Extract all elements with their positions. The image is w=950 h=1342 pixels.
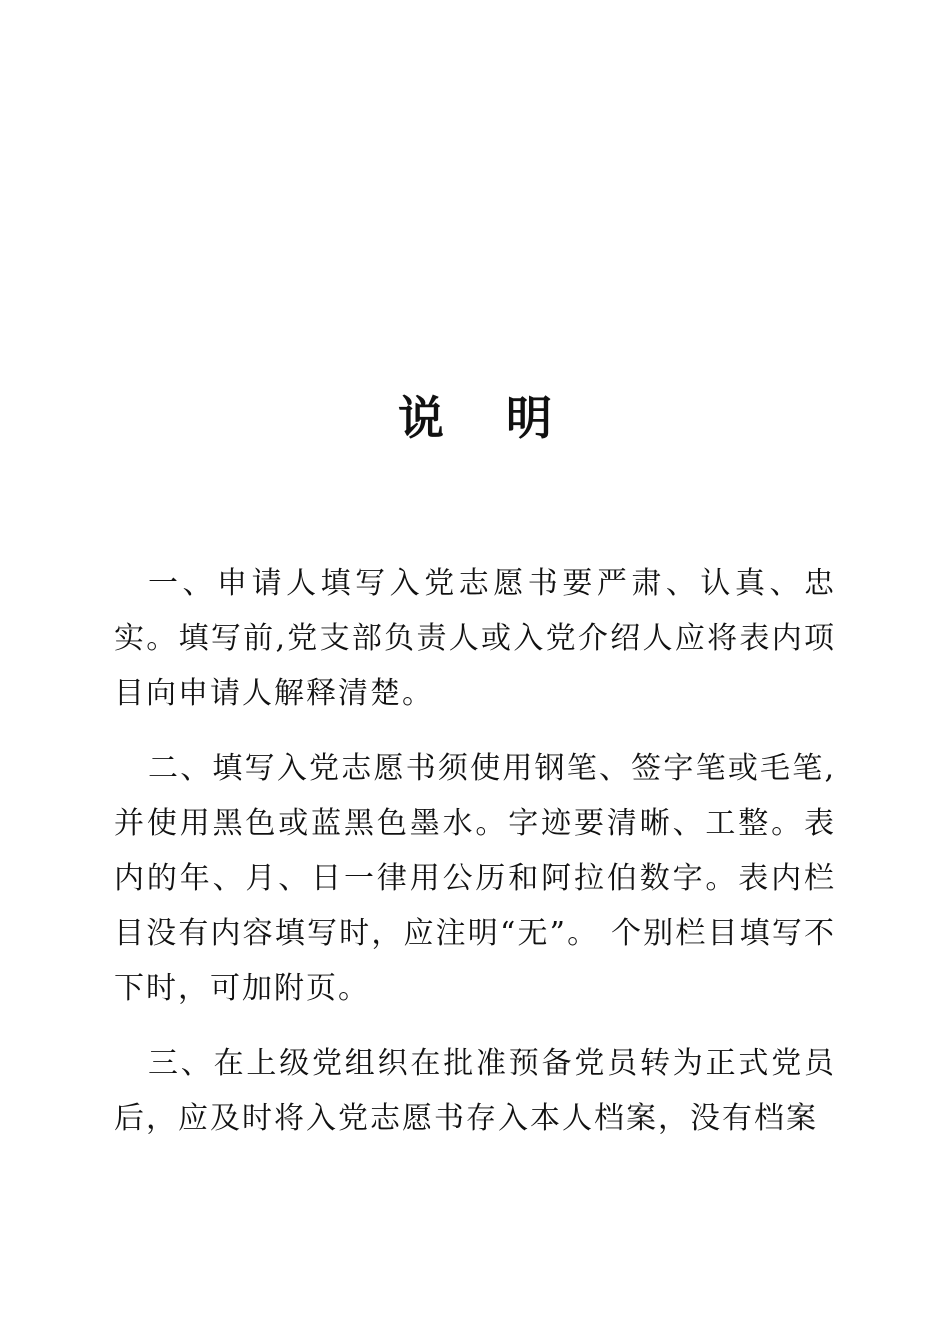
- paragraph-3: 三、在上级党组织在批准预备党员转为正式党员后，应及时将入党志愿书存入本人档案，没有档案: [114, 1046, 836, 1136]
- paragraph-1: 一、申请人填写入党志愿书要严肃、认真、忠实。填写前,党支部负责人或入党介绍人应将表内项目向申请人解释清楚。: [114, 566, 836, 711]
- document-body: [114, 556, 836, 1166]
- page-title: 说明: [398, 391, 614, 445]
- paragraph-2: 二、填写入党志愿书须使用钢笔、签字笔或毛笔,并使用黑色或蓝黑色墨水。字迹要清晰、工整。表内的年、月、日一律用公历和阿拉伯数字。表内栏目没有内容填写时，应注明“无”。 个别栏目填写不下时，可加附页。: [114, 751, 836, 1006]
